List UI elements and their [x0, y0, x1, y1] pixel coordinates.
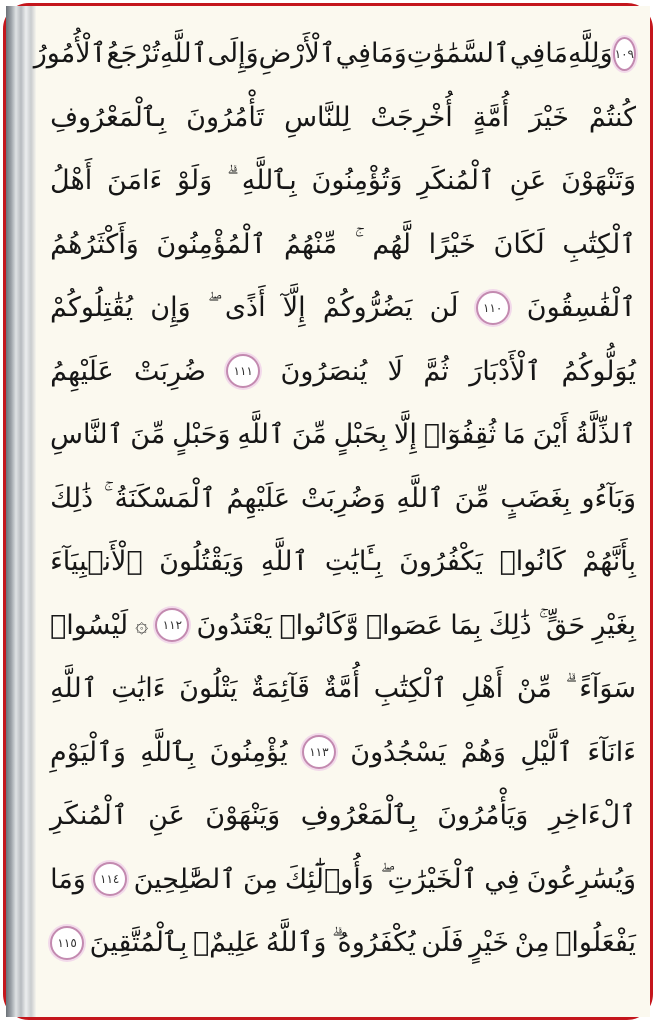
verse-word: تُرْجَعُ [106, 38, 160, 70]
verse-line [50, 403, 636, 467]
verse-word: إِلَّآ [282, 292, 306, 324]
verse-word: وَتَنْهَوْنَ [561, 165, 636, 197]
verse-line [50, 149, 636, 213]
verse-word: وَيَقْتُلُونَ [159, 546, 245, 578]
verse-word: وَّكَانُوا۟ [279, 609, 359, 641]
verse-word: وَهُمْ [460, 736, 506, 768]
verse-word: خَيْرٍ [469, 927, 510, 959]
verse-word: مِنَ [242, 863, 278, 895]
verse-word: ٱللَّهِ [50, 673, 98, 705]
verse-word: وَلِلَّهِ [567, 38, 613, 70]
verse-word: تَأْمُرُونَ [186, 101, 265, 133]
verse-word: ٱلذِّلَّةُ [575, 419, 636, 451]
ayah-number-marker: ١١٥ [50, 926, 84, 960]
verse-word: وَيُسَٰرِعُونَ [526, 863, 636, 895]
verse-word: وَلَوْ [176, 165, 213, 197]
verse-word: فَلَن [421, 927, 464, 959]
verse-word: بِٱلْمَعْرُوفِ [300, 800, 417, 832]
verse-word: عَنِ [148, 800, 185, 832]
verse-word: مِّنَ [291, 419, 327, 451]
verse-word: ٱلْمُؤْمِنُونَ [156, 228, 267, 260]
verse-word: ٱلصَّٰلِحِينَ [133, 863, 237, 895]
ayah-number-marker: ١١٤ [93, 862, 127, 896]
verse-line [50, 86, 636, 150]
verse-word: ٱللَّهِ [237, 419, 285, 451]
verse-line [50, 594, 636, 658]
verse-word: أُخْرِجَتْ [370, 101, 453, 133]
ayah-number-marker: ١١٠ [476, 291, 510, 325]
verse-word: ضُرِبَتْ [134, 355, 206, 387]
verse-word: وَٱللَّهُ [265, 927, 327, 959]
verse-word: مِّنَ [130, 419, 166, 451]
verse-word: يَفْعَلُوا۟ [555, 927, 636, 959]
verse-word: ٱلْكِتَٰبِ [373, 673, 448, 705]
verse-word: خَيْرَ [529, 101, 569, 133]
mushaf-page-frame [3, 3, 653, 1020]
verse-word: لَا [387, 355, 404, 387]
ayah-number-marker: ١١٢ [155, 608, 189, 642]
verse-word: عَلَيْهِمُ [226, 482, 291, 514]
verse-word: بِٱللَّهِ [140, 736, 196, 768]
verse-word: وَيَنْهَوْنَ [205, 800, 281, 832]
verse-line [50, 848, 636, 912]
verse-word: يَعْتَدُونَ [196, 609, 273, 641]
verse-word: ٱللَّهِ [260, 546, 309, 578]
verse-word: كُنتُمْ [588, 101, 636, 133]
hizb-star-icon: ۞ [135, 612, 149, 638]
verse-word: أُمَّةٍ [472, 101, 510, 133]
verse-word: لَيْسُوا۟ [50, 609, 129, 641]
verse-word: يُنصَرُونَ [280, 355, 368, 387]
verse-word: ذَٰلِكَ [50, 482, 94, 514]
verse-word: سَوَآءً [579, 673, 636, 705]
verse-line [50, 721, 636, 785]
verse-word: بِأَنَّهُمْ [582, 546, 636, 578]
verse-word: مَا [545, 38, 568, 70]
verse-word: ٱلْمَسْكَنَةُ [114, 482, 216, 514]
verse-line [50, 911, 636, 975]
verse-word: حَقٍّ [546, 609, 586, 641]
verse-word: وَٱلْيَوْمِ [50, 736, 126, 768]
verse-word: بِمَا [450, 609, 482, 641]
verse-word: بِغَيْرِ [592, 609, 636, 641]
verse-line [50, 340, 636, 404]
verse-word: يُقَٰتِلُوكُمْ [50, 292, 134, 324]
verse-word: ٱلْأَدْبَارَ [469, 355, 542, 387]
verse-word: ٱلْخَيْرَٰتِ [387, 863, 478, 895]
verse-word: أَيْنَ [532, 419, 569, 451]
verse-word: وَبَآءُو [581, 482, 636, 514]
verse-word: وَحَبْلٍ [172, 419, 231, 451]
verse-word: لَن [429, 292, 459, 324]
verse-word: قَآئِمَةٌ [251, 673, 310, 705]
verse-word: خَيْرًا [428, 228, 476, 260]
verse-line [50, 530, 636, 594]
verse-word: وَأَكْثَرُهُمُ [50, 228, 139, 260]
verse-word: وَمَا [371, 38, 407, 70]
verse-word: يَكْفُرُونَ [399, 546, 483, 578]
verse-word: بِـَٔايَٰتِ [324, 546, 383, 578]
verse-word: أُمَّةٌ [323, 673, 361, 705]
verse-lines [33, 22, 636, 975]
verse-word: وَإِن [150, 292, 191, 324]
verse-word: ٱلْمُنكَرِ [50, 800, 128, 832]
verse-word: ثُقِفُوٓا۟ [423, 419, 497, 451]
verse-word: وَإِلَى [207, 38, 259, 70]
verse-word: مِّنَ [454, 482, 490, 514]
verse-word: ءَامَنَ [106, 165, 163, 197]
verse-line [50, 657, 636, 721]
verse-word: فِي [509, 38, 546, 70]
verse-word: وَضُرِبَتْ [300, 482, 386, 514]
verse-word: كَانُوا۟ [499, 546, 566, 578]
verse-word: عَلِيمٌۢ [192, 927, 261, 959]
verse-word: مِنْ [514, 927, 550, 959]
verse-word: ٱلْأَرْضِ [258, 38, 336, 70]
verse-word: ٱلَّيْلِ [520, 736, 573, 768]
verse-line [50, 213, 636, 277]
verse-word: مَا [503, 419, 526, 451]
verse-word: ٱلْمُنكَرِ [417, 165, 495, 197]
verse-word: بِٱلْمُتَّقِينَ [89, 927, 188, 959]
verse-line [50, 276, 636, 340]
verse-word: ٱلْأَنۢبِيَآءَ [50, 546, 143, 578]
verse-word: بِحَبْلٍ [333, 419, 388, 451]
verse-word: لِلنَّاسِ [284, 101, 351, 133]
verse-line [50, 467, 636, 531]
verse-word: ٱلْكِتَٰبِ [562, 228, 636, 260]
verse-word: بِٱلْمَعْرُوفِ [50, 101, 167, 133]
verse-word: يَضُرُّوكُمْ [322, 292, 413, 324]
verse-word: يُكْفَرُوهُ [337, 927, 416, 959]
verse-word: ٱلسَّمَٰوَٰتِ [406, 38, 510, 70]
verse-word: ثُمَّ [423, 355, 449, 387]
verse-word: ٱلْفَٰسِقُونَ [526, 292, 636, 324]
verse-word: لَكَانَ [493, 228, 545, 260]
verse-word: أَهْلِ [461, 673, 504, 705]
verse-word: أَهْلُ [50, 165, 93, 197]
verse-word: ٱللَّهِ [159, 38, 208, 70]
verse-word: وَتُؤْمِنُونَ [311, 165, 403, 197]
verse-word: ءَانَآءَ [587, 736, 636, 768]
verse-word: يَتْلُونَ [179, 673, 238, 705]
verse-word: وَمَا [50, 863, 86, 895]
verse-line [50, 784, 636, 848]
ayah-number-marker: ١٠٩ [613, 37, 636, 71]
verse-word: ٱللَّهِ [396, 482, 444, 514]
ayah-number-marker: ١١٣ [302, 735, 336, 769]
verse-word: وَأُو۟لَٰٓئِكَ [284, 863, 374, 895]
ayah-number-marker: ١١١ [226, 354, 260, 388]
quran-page [33, 6, 650, 1017]
verse-word: إِلَّا [393, 419, 417, 451]
verse-word: فِي [484, 863, 520, 895]
verse-line [33, 22, 636, 86]
verse-word: عَصَوا۟ [365, 609, 444, 641]
verse-word: ٱلْأُمُورُ [33, 38, 107, 70]
book-spine [6, 6, 36, 1017]
verse-word: فِي [335, 38, 371, 70]
verse-word: بِٱللَّهِ [241, 165, 297, 197]
verse-word: ءَايَٰتِ [111, 673, 166, 705]
verse-word: ٱلْءَاخِرِ [548, 800, 636, 832]
verse-word: ٱلنَّاسِ [50, 419, 124, 451]
verse-word: مِّنْ [516, 673, 552, 705]
verse-word: مِّنْهُمُ [284, 228, 338, 260]
verse-word: يَسْجُدُونَ [350, 736, 447, 768]
verse-word: يُوَلُّوكُمُ [561, 355, 636, 387]
verse-word: عَلَيْهِمُ [50, 355, 114, 387]
verse-word: بِغَضَبٍ [500, 482, 571, 514]
verse-word: عَنِ [509, 165, 547, 197]
verse-word: ذَٰلِكَ [488, 609, 532, 641]
verse-word: وَيَأْمُرُونَ [437, 800, 529, 832]
verse-word: يُؤْمِنُونَ [209, 736, 288, 768]
verse-word: لَّهُم [372, 228, 411, 260]
verse-word: أَذًى [224, 292, 266, 324]
